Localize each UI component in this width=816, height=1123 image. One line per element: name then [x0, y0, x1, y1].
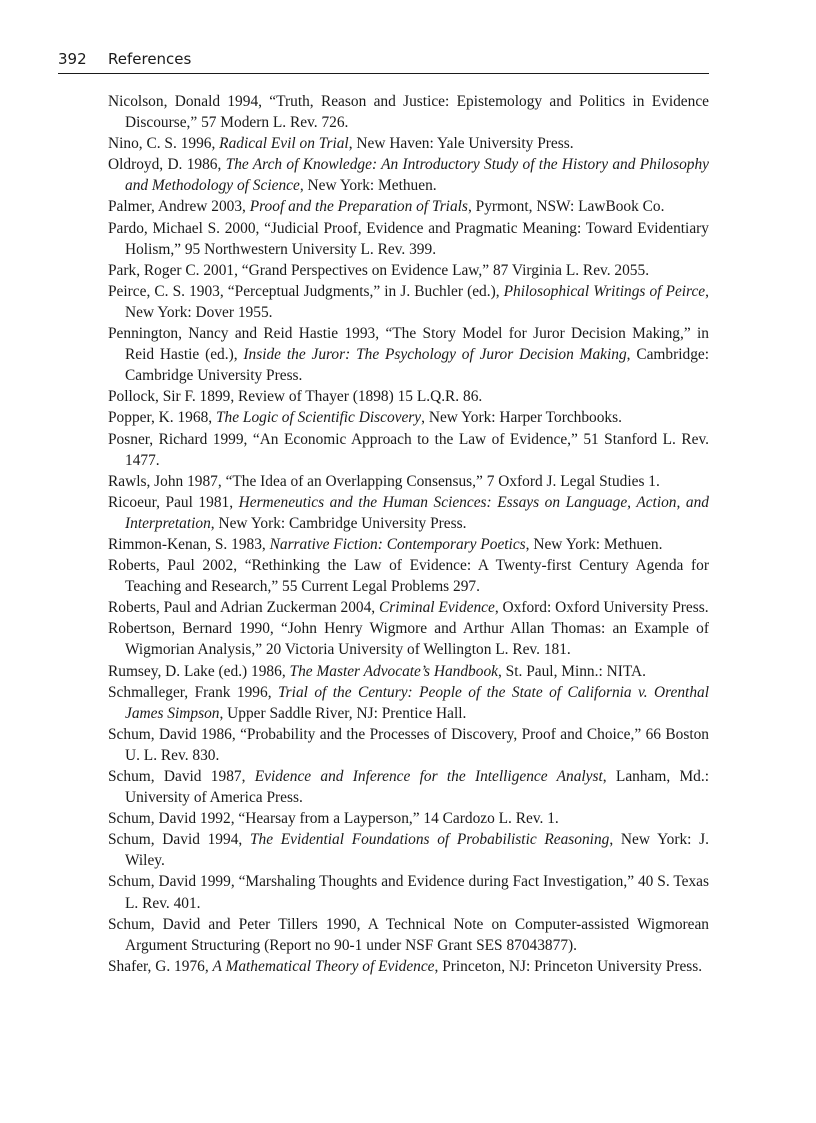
- reference-entry: [108, 323, 709, 386]
- reference-entry: [108, 196, 709, 217]
- reference-entry: [108, 829, 709, 871]
- reference-after: , New York: Methuen.: [299, 177, 437, 195]
- reference-title: The Logic of Scientific Discovery: [215, 409, 422, 427]
- reference-title: A Mathematical Theory of Evidence: [212, 957, 435, 975]
- reference-entry: [108, 281, 709, 323]
- reference-before: Ricoeur, Paul 1981,: [108, 493, 239, 511]
- reference-entry: [108, 766, 709, 808]
- reference-after: , New York: Dover 1955.: [125, 282, 709, 321]
- reference-after: , Upper Saddle River, NJ: Prentice Hall.: [219, 704, 467, 722]
- reference-entry: [108, 218, 709, 260]
- reference-before: Oldroyd, D. 1986,: [108, 156, 226, 174]
- reference-title: The Master Advocate’s Handbook: [289, 662, 498, 680]
- reference-after: , New Haven: Yale University Press.: [348, 135, 574, 153]
- reference-before: Shafer, G. 1976,: [108, 957, 213, 975]
- reference-after: , New York: J. Wiley.: [125, 831, 709, 870]
- reference-after: , Princeton, NJ: Princeton University Press.: [434, 957, 703, 975]
- reference-before: Roberts, Paul and Adrian Zuckerman 2004,: [108, 599, 379, 617]
- reference-before: Rimmon-Kenan, S. 1983,: [108, 535, 270, 553]
- reference-before: Roberts, Paul 2002, “Rethinking the Law of Evidence: A Twenty-first Century Agenda for Teaching and Research,” 55 Current Legal Problems 297.: [108, 557, 709, 596]
- reference-entry: [108, 492, 709, 534]
- reference-before: Peirce, C. S. 1903, “Perceptual Judgments,” in J. Buchler (ed.),: [108, 282, 504, 300]
- reference-after: , Lanham, Md.: University of America Press.: [125, 768, 709, 807]
- reference-entry: [108, 597, 709, 618]
- reference-before: Nicolson, Donald 1994, “Truth, Reason and Justice: Epistemology and Politics in Evidence Discourse,” 57 Modern L. Rev. 726.: [108, 93, 709, 132]
- reference-before: Pollock, Sir F. 1899, Review of Thayer (1898) 15 L.Q.R. 86.: [108, 388, 483, 406]
- reference-title: Radical Evil on Trial: [219, 135, 349, 153]
- reference-before: Schmalleger, Frank 1996,: [108, 683, 278, 701]
- reference-entry: [108, 661, 709, 682]
- reference-before: Schum, David 1994,: [108, 831, 250, 849]
- reference-entry: [108, 154, 709, 196]
- reference-list: [108, 91, 709, 977]
- reference-before: Schum, David 1999, “Marshaling Thoughts and Evidence during Fact Investigation,” 40 S. Texas L. Rev. 401.: [108, 873, 709, 912]
- reference-before: Robertson, Bernard 1990, “John Henry Wigmore and Arthur Allan Thomas: an Example of Wigmorian Analysis,” 20 Victoria University of Wellington L. Rev. 181.: [108, 620, 709, 659]
- reference-title: Criminal Evidence: [379, 599, 495, 617]
- reference-before: Schum, David 1987,: [108, 768, 255, 785]
- reference-title: Narrative Fiction: Contemporary Poetics: [269, 535, 526, 553]
- reference-after: , Pyrmont, NSW: LawBook Co.: [467, 198, 665, 216]
- reference-title: Evidence and Inference for the Intelligence Analyst: [254, 768, 603, 785]
- page-header: [58, 49, 709, 74]
- reference-before: Pardo, Michael S. 2000, “Judicial Proof, Evidence and Pragmatic Meaning: Toward Evidentiary Holism,” 95 Northwestern University L. Rev. 399.: [108, 219, 709, 258]
- reference-entry: [108, 386, 709, 407]
- reference-before: Schum, David 1992, “Hearsay from a Layperson,” 14 Cardozo L. Rev. 1.: [108, 810, 559, 828]
- reference-entry: [108, 914, 709, 956]
- reference-after: , Cambridge: Cambridge University Press.: [125, 346, 709, 385]
- reference-entry: [108, 555, 709, 597]
- reference-before: Schum, David and Peter Tillers 1990, A Technical Note on Computer-assisted Wigmorean Argument Structuring (Report no 90-1 under NSF Grant SES 87043877).: [108, 915, 709, 954]
- reference-entry: [108, 682, 709, 724]
- reference-entry: [108, 956, 709, 977]
- reference-before: Nino, C. S. 1996,: [108, 135, 220, 153]
- reference-entry: [108, 724, 709, 766]
- reference-before: Rumsey, D. Lake (ed.) 1986,: [108, 662, 290, 680]
- reference-entry: [108, 407, 709, 428]
- reference-title: Inside the Juror: The Psychology of Juror Decision Making: [243, 346, 627, 364]
- reference-before: Rawls, John 1987, “The Idea of an Overlapping Consensus,” 7 Oxford J. Legal Studies 1.: [108, 472, 660, 490]
- reference-title: The Arch of Knowledge: An Introductory Study of the History and Philosophy and Methodology of Science: [125, 156, 710, 195]
- reference-title: Philosophical Writings of Peirce: [503, 282, 706, 300]
- reference-entry: [108, 133, 709, 154]
- reference-before: Popper, K. 1968,: [108, 409, 216, 427]
- reference-entry: [108, 429, 709, 471]
- reference-entry: [108, 534, 709, 555]
- reference-entry: [108, 871, 709, 913]
- reference-title: The Evidential Foundations of Probabilistic Reasoning: [249, 831, 610, 849]
- reference-entry: [108, 260, 709, 281]
- reference-title: Proof and the Preparation of Trials: [249, 198, 468, 216]
- reference-title: Hermeneutics and the Human Sciences: Essays on Language, Action, and Interpretation: [125, 493, 709, 532]
- reference-entry: [108, 471, 709, 492]
- page-number: 392: [58, 50, 87, 68]
- reference-after: , Oxford: Oxford University Press.: [494, 599, 709, 617]
- reference-entry: [108, 91, 709, 133]
- reference-before: Schum, David 1986, “Probability and the Processes of Discovery, Proof and Choice,” 66 Boston U. L. Rev. 830.: [108, 725, 709, 764]
- running-head: References: [108, 50, 192, 68]
- reference-before: Palmer, Andrew 2003,: [108, 198, 250, 216]
- reference-before: Park, Roger C. 2001, “Grand Perspectives on Evidence Law,” 87 Virginia L. Rev. 2055.: [108, 261, 650, 279]
- reference-before: Posner, Richard 1999, “An Economic Approach to the Law of Evidence,” 51 Stanford L. Rev. 1477.: [108, 430, 709, 469]
- reference-after: , New York: Methuen.: [525, 535, 663, 553]
- reference-after: , New York: Cambridge University Press.: [210, 514, 467, 532]
- reference-title: Trial of the Century: People of the State of California v. Orenthal James Simpson: [125, 683, 709, 722]
- reference-after: , New York: Harper Torchbooks.: [421, 409, 622, 427]
- reference-entry: [108, 618, 709, 660]
- reference-before: Pennington, Nancy and Reid Hastie 1993, “The Story Model for Juror Decision Making,” in Reid Hastie (ed.),: [108, 325, 709, 364]
- reference-after: , St. Paul, Minn.: NITA.: [497, 662, 646, 680]
- reference-entry: [108, 808, 709, 829]
